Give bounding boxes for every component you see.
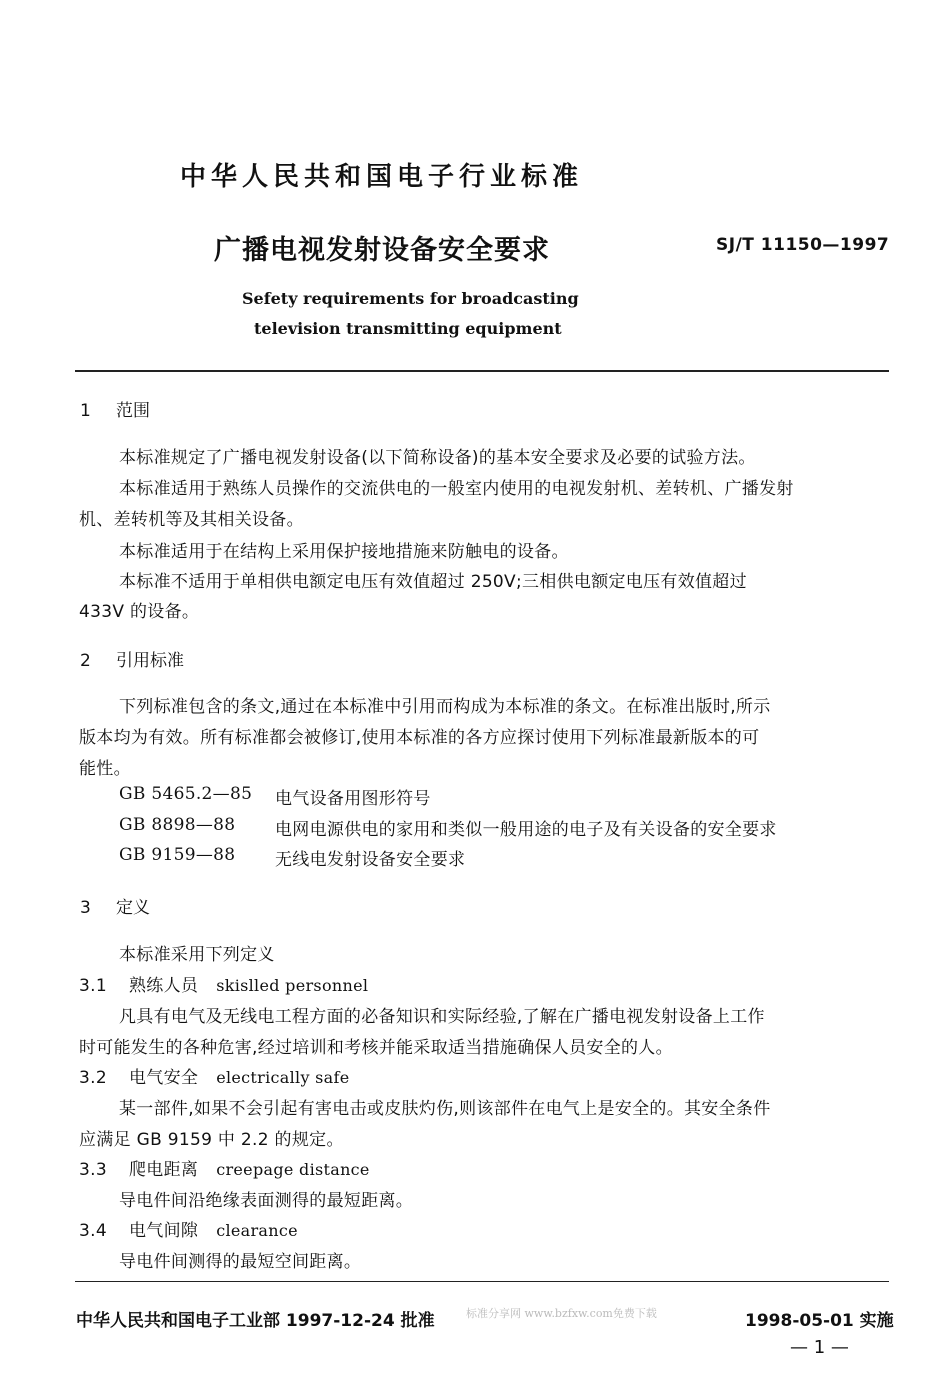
clause-number: 3.4 [79,1221,107,1241]
watermark: 标准分享网 www.bzfxw.com免费下载 [466,1307,657,1320]
paragraph-continuation: 时可能发生的各种危害,经过培训和考核并能采取适当措施确保人员安全的人。 [79,1038,673,1058]
term-en: electrically safe [216,1068,350,1087]
paragraph: 某一部件,如果不会引起有害电击或皮肤灼伤,则该部件在电气上是安全的。其安全条件 [119,1099,771,1119]
term-en: skislled personnel [216,976,369,995]
term-en: clearance [216,1221,298,1240]
paragraph: 本标准规定了广播电视发射设备(以下简称设备)的基本安全要求及必要的试验方法。 [119,448,756,468]
definition-term [79,1155,370,1180]
standard-code: SJ/T 11150—1997 [716,235,890,255]
section-number: 3 [80,898,91,918]
section-title: 定义 [116,898,150,918]
reference-title: 无线电发射设备安全要求 [275,850,466,870]
term-en: creepage distance [216,1160,370,1179]
paragraph: 凡具有电气及无线电工程方面的必备知识和实际经验,了解在广播电视发射设备上工作 [119,1007,765,1027]
clause-number: 3.2 [79,1068,107,1088]
footer-divider [75,1281,889,1282]
reference-row [119,845,235,865]
english-title-line1: Sefety requirements for broadcasting [242,289,579,308]
reference-row [119,784,252,804]
paragraph: 本标准适用于熟练人员操作的交流供电的一般室内使用的电视发射机、差转机、广播发射 [119,479,794,499]
section-heading-definitions [80,893,150,918]
reference-code: GB 5465.2—85 [119,784,253,804]
paragraph-continuation: 433V 的设备。 [79,602,200,622]
paragraph: 下列标准包含的条文,通过在本标准中引用而构成为本标准的条文。在标准出版时,所示 [119,697,771,717]
term-zh: 电气安全 [129,1068,199,1088]
section-heading-references [80,646,184,671]
reference-title: 电气设备用图形符号 [275,789,431,809]
document-title: 广播电视发射设备安全要求 [214,235,550,266]
header-divider [75,370,889,372]
section-heading-scope [80,396,150,421]
paragraph-continuation: 版本均为有效。所有标准都会被修订,使用本标准的各方应探讨使用下列标准最新版本的可 [79,728,760,748]
paragraph-continuation: 机、差转机等及其相关设备。 [79,510,304,530]
reference-row [119,815,235,835]
paragraph: 本标准采用下列定义 [119,945,275,965]
paragraph: 本标准不适用于单相供电额定电压有效值超过 250V;三相供电额定电压有效值超过 [119,572,747,592]
section-title: 引用标准 [116,651,184,671]
section-number: 2 [80,651,91,671]
section-title: 范围 [116,401,150,421]
organization-heading: 中华人民共和国电子行业标准 [180,162,584,192]
definition-term [79,971,368,996]
reference-title: 电网电源供电的家用和类似一般用途的电子及有关设备的安全要求 [275,820,777,840]
term-zh: 熟练人员 [129,976,199,996]
section-number: 1 [80,401,91,421]
approval-line: 中华人民共和国电子工业部 1997-12-24 批准 [76,1311,435,1331]
definition-term [79,1063,350,1088]
clause-number: 3.3 [79,1160,107,1180]
page-number: — 1 — [790,1337,849,1358]
paragraph-continuation: 能性。 [79,759,131,779]
implementation-date: 1998-05-01 实施 [745,1311,894,1331]
reference-code: GB 8898—88 [119,815,236,835]
paragraph-continuation: 应满足 GB 9159 中 2.2 的规定。 [79,1130,344,1150]
term-zh: 爬电距离 [129,1160,199,1180]
paragraph: 本标准适用于在结构上采用保护接地措施来防触电的设备。 [119,542,569,562]
definition-term [79,1216,298,1241]
clause-number: 3.1 [79,976,107,996]
paragraph: 导电件间测得的最短空间距离。 [119,1252,362,1272]
term-zh: 电气间隙 [129,1221,199,1241]
reference-code: GB 9159—88 [119,845,236,865]
paragraph: 导电件间沿绝缘表面测得的最短距离。 [119,1191,414,1211]
english-title-line2: television transmitting equipment [254,319,562,338]
